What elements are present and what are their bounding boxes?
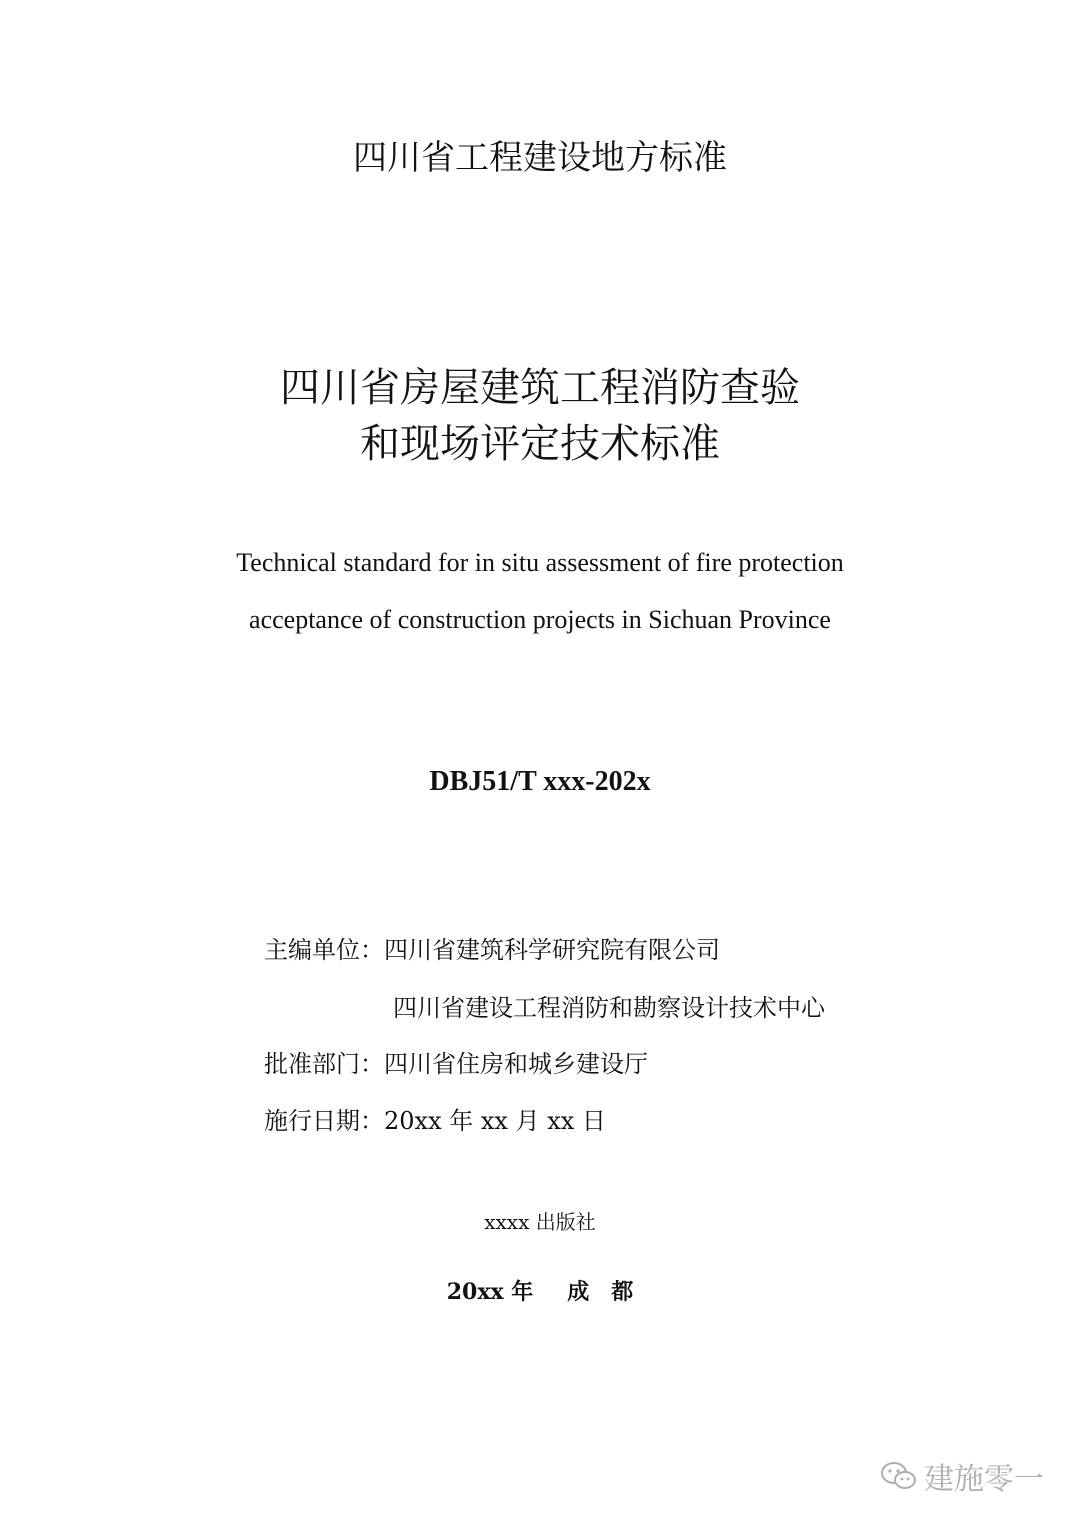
- publish-year: 20xx 年: [446, 1279, 534, 1305]
- chief-editor-2: 四川省建设工程消防和勘察设计技术中心: [393, 994, 825, 1022]
- chief-editor-label: 主编单位：: [264, 936, 384, 964]
- title-en: [0, 534, 1080, 648]
- chief-editor-2-row: [393, 992, 825, 1024]
- wechat-icon: [880, 1460, 918, 1492]
- effective-date-label: 施行日期：: [264, 1107, 384, 1135]
- chief-editor-row: [264, 934, 720, 966]
- year-city: [0, 1276, 1080, 1308]
- watermark-text: 建施零一: [924, 1462, 1044, 1497]
- title-en-line1: Technical standard for in situ assessment of fire protection: [236, 548, 844, 577]
- approver-label: 批准部门：: [264, 1050, 384, 1078]
- title-cn: [0, 360, 1080, 472]
- publisher: xxxx 出版社: [484, 1210, 596, 1234]
- chief-editor-1: 四川省建筑科学研究院有限公司: [384, 936, 720, 964]
- approver-row: [264, 1048, 648, 1080]
- effective-date: 20xx 年 xx 月 xx 日: [384, 1107, 606, 1135]
- effective-date-row: [264, 1105, 606, 1137]
- title-cn-line1: 四川省房屋建筑工程消防查验: [280, 365, 800, 411]
- series-title: 四川省工程建设地方标准: [353, 138, 727, 178]
- watermark: [880, 1456, 1044, 1496]
- approver: 四川省住房和城乡建设厅: [384, 1050, 648, 1078]
- title-en-line2: acceptance of construction projects in Sichuan Province: [249, 605, 831, 634]
- title-cn-line2: 和现场评定技术标准: [360, 421, 720, 467]
- publish-city: 成 都: [567, 1279, 634, 1305]
- standard-code: DBJ51/T xxx-202x: [429, 766, 651, 797]
